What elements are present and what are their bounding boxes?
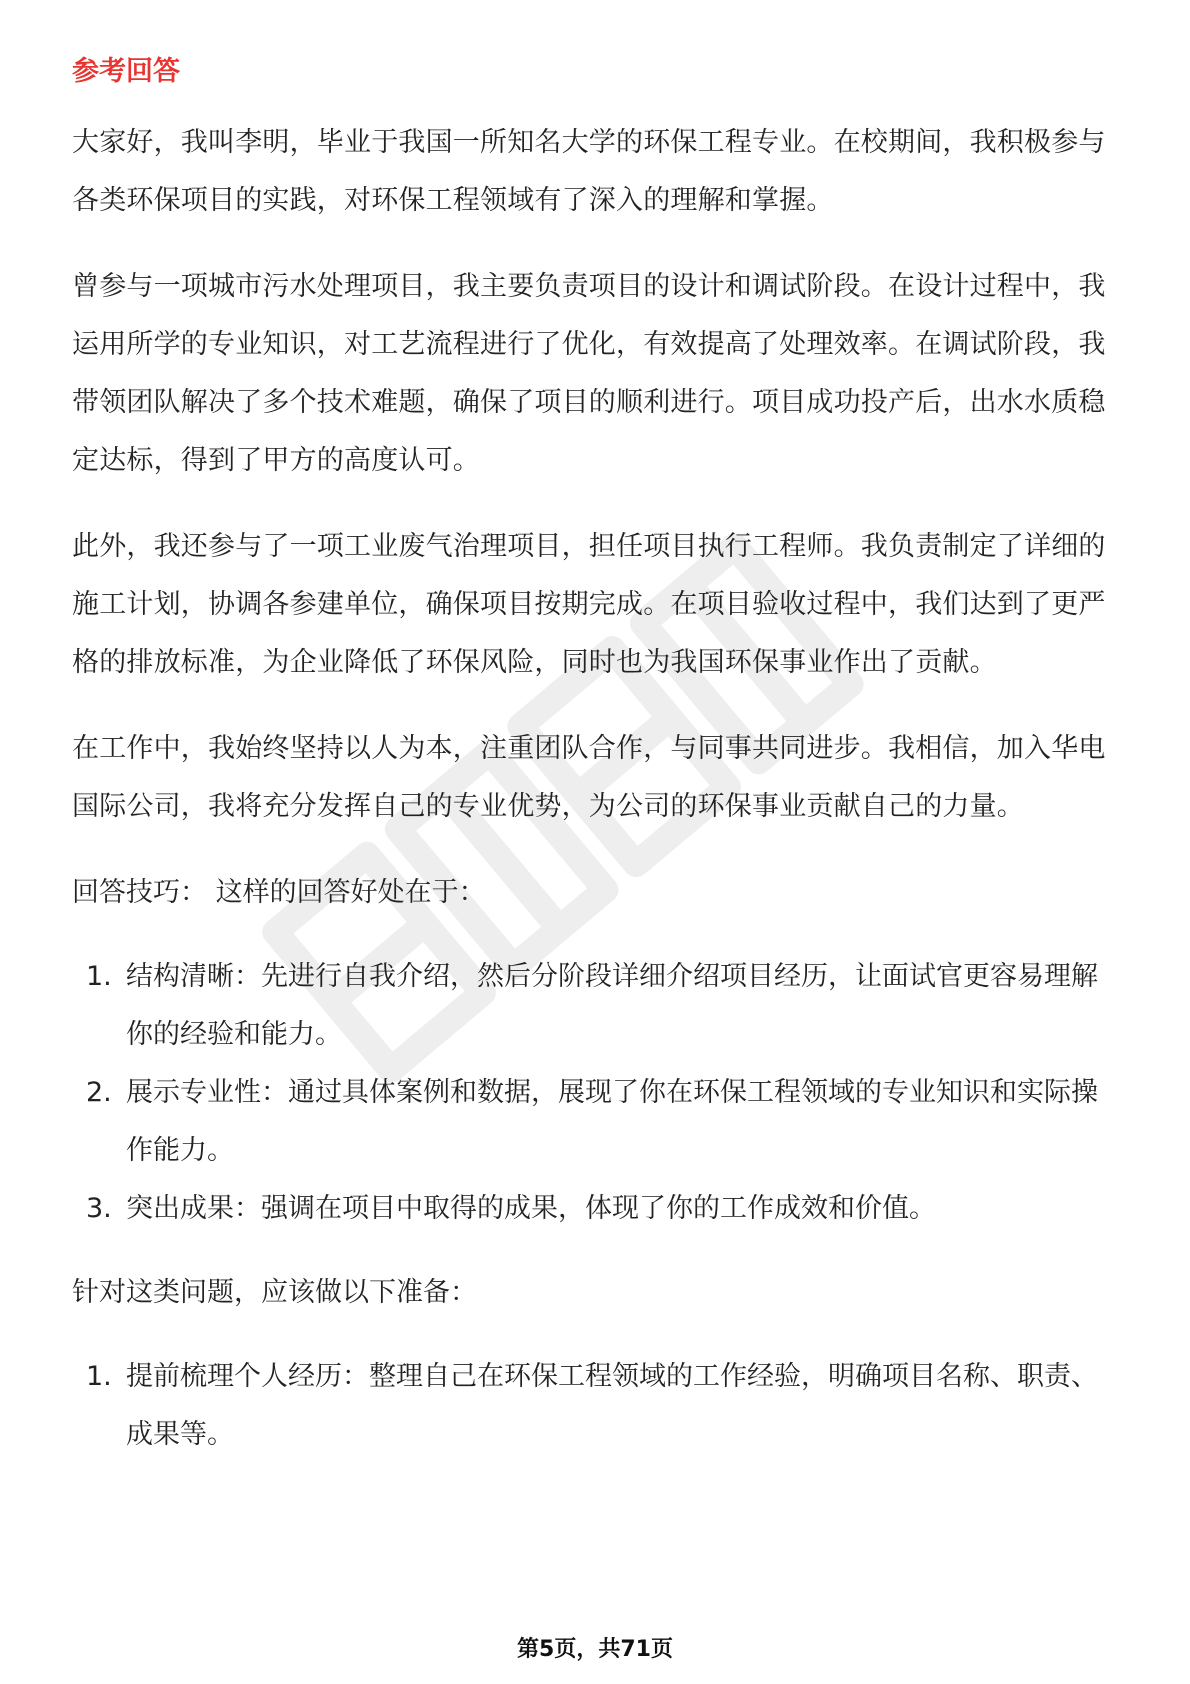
prep-list [72,1348,1118,1464]
answer-paragraph: 在工作中，我始终坚持以人为本，注重团队合作，与同事共同进步。我相信，加入华电国际公司，我将充分发挥自己的专业优势，为公司的环保事业贡献自己的力量。 [72,733,1106,822]
page-footer: 第5页，共71页 [517,1637,673,1662]
list-item-text: 展示专业性：通过具体案例和数据，展现了你在环保工程领域的专业知识和实际操作能力。 [126,1077,1098,1166]
list-item-text: 突出成果：强调在项目中取得的成果，体现了你的工作成效和价值。 [126,1193,936,1224]
document-body [72,48,1118,1490]
answer-paragraph: 大家好，我叫李明，毕业于我国一所知名大学的环保工程专业。在校期间，我积极参与各类环保项目的实践，对环保工程领域有了深入的理解和掌握。 [72,127,1106,216]
list-number: 3. [86,1193,112,1224]
list-item-text: 结构清晰：先进行自我介绍，然后分阶段详细介绍项目经历，让面试官更容易理解你的经验和能力。 [126,961,1098,1050]
list-item [72,1348,1118,1464]
list-number: 2. [86,1077,112,1108]
tips-list [72,948,1118,1238]
list-item-text: 提前梳理个人经历：整理自己在环保工程领域的工作经验，明确项目名称、职责、成果等。 [126,1361,1098,1450]
list-item [72,948,1118,1064]
list-item [72,1180,1118,1238]
list-number: 1. [86,1361,112,1392]
answer-paragraph: 此外，我还参与了一项工业废气治理项目，担任项目执行工程师。我负责制定了详细的施工计划，协调各参建单位，确保项目按期完成。在项目验收过程中，我们达到了更严格的排放标准，为企业降低了环保风险，同时也为我国环保事业作出了贡献。 [72,531,1106,678]
tips-heading: 回答技巧： 这样的回答好处在于： [72,877,486,908]
prep-heading: 针对这类问题，应该做以下准备： [72,1277,477,1308]
list-item [72,1064,1118,1180]
answer-paragraph: 曾参与一项城市污水处理项目，我主要负责项目的设计和调试阶段。在设计过程中，我运用所学的专业知识，对工艺流程进行了优化，有效提高了处理效率。在调试阶段，我带领团队解决了多个技术难题，确保了项目的顺利进行。项目成功投产后，出水水质稳定达标，得到了甲方的高度认可。 [72,271,1106,476]
list-number: 1. [86,961,112,992]
section-title: 参考回答 [72,56,180,87]
